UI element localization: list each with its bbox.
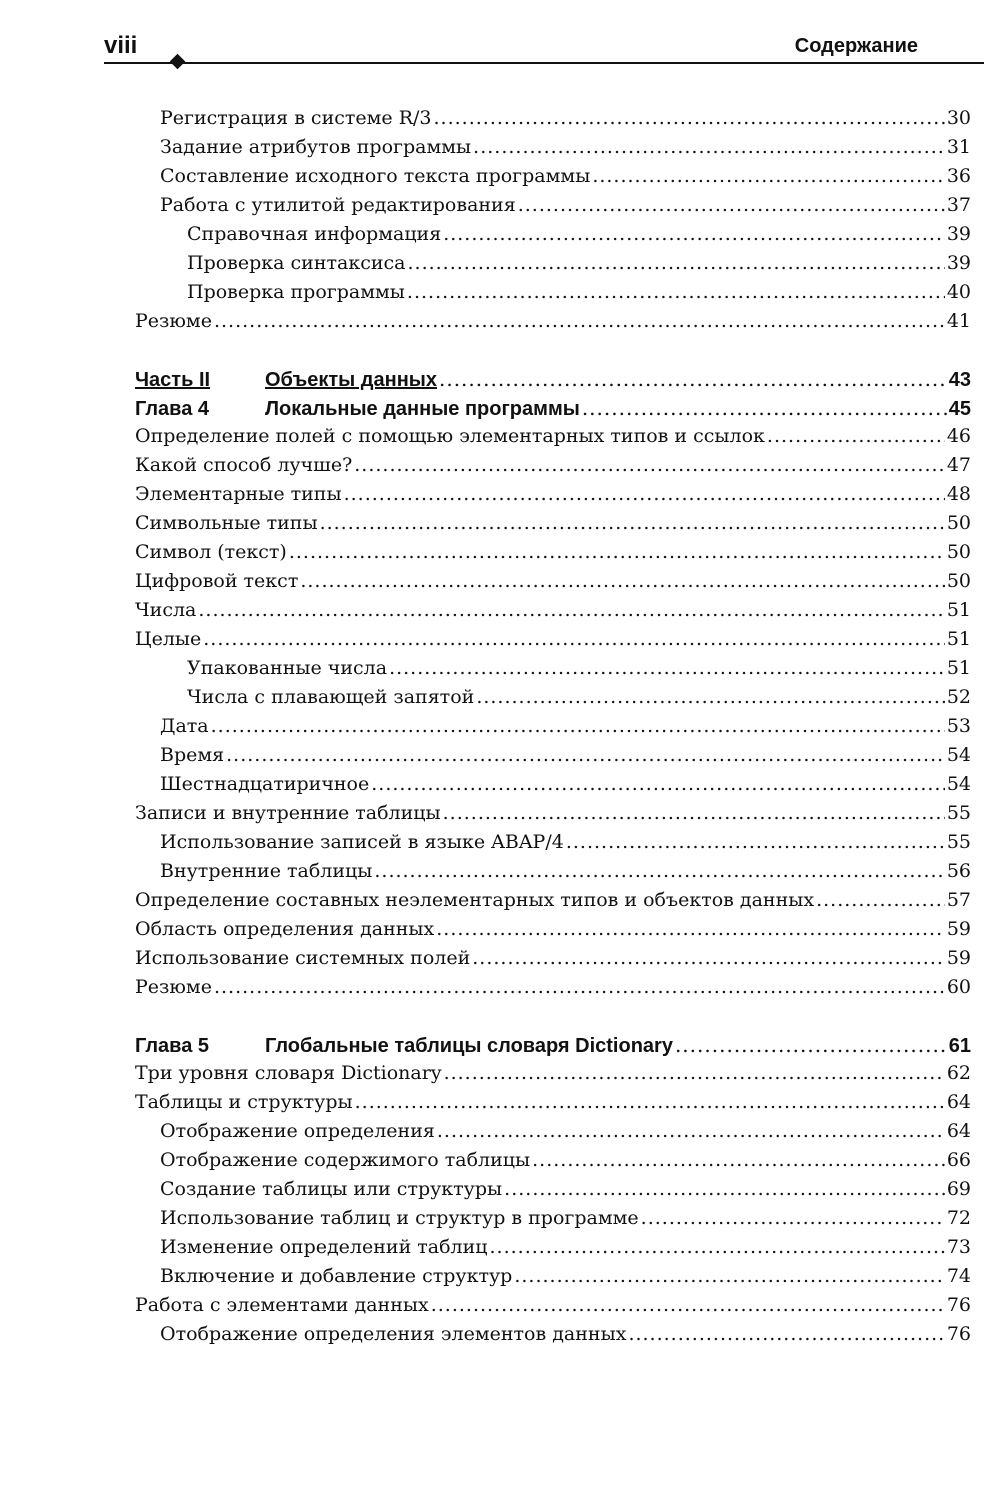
chapter-title: Локальные данные программы (265, 398, 580, 420)
toc-entry[interactable] (135, 1178, 971, 1207)
entry-page-number: 53 (946, 715, 971, 737)
toc-entry[interactable] (135, 310, 971, 339)
entry-title: Включение и добавление структур (160, 1265, 513, 1287)
dot-leader (355, 1091, 945, 1113)
entry-title: Символ (текст) (135, 541, 287, 563)
dot-leader (490, 1236, 945, 1258)
toc-entry[interactable] (135, 570, 971, 599)
entry-page-number: 55 (946, 831, 971, 853)
entry-title: Числа с плавающей запятой (187, 686, 475, 708)
entry-page-number: 51 (946, 599, 971, 621)
entry-title: Область определения данных (135, 918, 435, 940)
dot-leader (472, 947, 945, 969)
dot-leader (211, 715, 945, 737)
dot-leader (300, 570, 944, 592)
entry-page-number: 56 (946, 860, 971, 882)
entry-page-number: 57 (946, 889, 971, 911)
toc-entry[interactable] (135, 976, 971, 1005)
entry-page-number: 54 (946, 773, 971, 795)
section-gap (135, 339, 971, 367)
entry-title: Определение полей с помощью элементарных типов и ссылок (135, 425, 765, 447)
entry-title: Время (160, 744, 225, 766)
part-title: Объекты данных (265, 369, 437, 391)
dot-leader (289, 541, 945, 563)
chapter-heading[interactable] (135, 396, 971, 425)
entry-title: Внутренние таблицы (160, 860, 373, 882)
entry-title: Таблицы и структуры (135, 1091, 353, 1113)
entry-title: Работа с утилитой редактирования (160, 194, 516, 216)
dot-leader (371, 773, 945, 795)
dot-leader (354, 454, 945, 476)
entry-page-number: 51 (946, 657, 971, 679)
toc-entry[interactable] (135, 1323, 971, 1352)
entry-title: Определение составных неэлементарных типов и объектов данных (135, 889, 815, 911)
entry-title: Создание таблицы или структуры (160, 1178, 503, 1200)
dot-leader (767, 425, 945, 447)
dot-leader (504, 1178, 945, 1200)
entry-page-number: 48 (946, 483, 971, 505)
toc-entry[interactable] (135, 1207, 971, 1236)
running-header (104, 30, 980, 70)
toc-entry[interactable] (135, 1149, 971, 1178)
entry-title: Проверка программы (187, 281, 405, 303)
toc-entry[interactable] (135, 744, 971, 773)
dot-leader (518, 194, 945, 216)
chapter-title: Глобальные таблицы словаря Dictionary (265, 1035, 673, 1057)
toc-entry[interactable] (135, 686, 971, 715)
toc-entry[interactable] (135, 947, 971, 976)
entry-title: Отображение содержимого таблицы (160, 1149, 531, 1171)
entry-page-number: 50 (946, 541, 971, 563)
dot-leader (436, 918, 945, 940)
entry-page-number: 47 (946, 454, 971, 476)
dot-leader (443, 802, 945, 824)
toc-entry[interactable] (135, 1236, 971, 1265)
entry-page-number: 30 (946, 107, 971, 129)
entry-title: Элементарные типы (135, 483, 342, 505)
entry-page-number: 60 (946, 976, 971, 998)
entry-page-number: 54 (946, 744, 971, 766)
chapter-label: Глава 5 (135, 1035, 210, 1057)
entry-title: Составление исходного текста программы (160, 165, 591, 187)
toc-entry[interactable] (135, 918, 971, 947)
entry-page-number: 72 (946, 1207, 971, 1229)
dot-leader (344, 483, 945, 505)
toc-entry[interactable] (135, 1062, 971, 1091)
toc-entry[interactable] (135, 599, 971, 628)
entry-page-number: 76 (946, 1323, 971, 1345)
entry-title: Отображение определения элементов данных (160, 1323, 627, 1345)
entry-title: Символьные типы (135, 512, 318, 534)
toc-entry[interactable] (135, 1120, 971, 1149)
entry-page-number: 64 (946, 1120, 971, 1142)
entry-title: Изменение определений таблиц (160, 1236, 488, 1258)
entry-page-number: 74 (946, 1265, 971, 1287)
dot-leader (437, 1120, 945, 1142)
entry-page-number: 39 (946, 223, 971, 245)
dot-leader (389, 657, 945, 679)
entry-page-number: 59 (946, 947, 971, 969)
dot-leader (514, 1265, 944, 1287)
running-title: Содержание (794, 35, 918, 57)
dot-leader (320, 512, 945, 534)
part-heading[interactable] (135, 367, 971, 396)
toc-entry[interactable] (135, 136, 971, 165)
toc-entry[interactable] (135, 107, 971, 136)
toc-entry[interactable] (135, 715, 971, 744)
entry-page-number: 36 (946, 165, 971, 187)
toc-entry[interactable] (135, 252, 971, 281)
chapter-label: Глава 4 (135, 398, 210, 420)
toc-entry[interactable] (135, 831, 971, 860)
entry-title: Числа (135, 599, 197, 621)
toc-entry[interactable] (135, 1265, 971, 1294)
entry-page-number: 43 (948, 369, 971, 391)
dot-leader (816, 889, 945, 911)
toc-entry[interactable] (135, 1294, 971, 1323)
entry-title (135, 398, 580, 421)
entry-page-number: 50 (946, 570, 971, 592)
dot-leader (407, 281, 945, 303)
dot-leader (532, 1149, 945, 1171)
diamond-ornament-icon (170, 54, 186, 70)
toc-entry[interactable] (135, 657, 971, 686)
dot-leader (431, 1294, 945, 1316)
entry-title: Справочная информация (187, 223, 442, 245)
entry-page-number: 37 (946, 194, 971, 216)
entry-page-number: 69 (946, 1178, 971, 1200)
dot-leader (374, 860, 944, 882)
entry-title: Целые (135, 628, 202, 650)
dot-leader (198, 599, 944, 621)
entry-page-number: 61 (948, 1035, 971, 1057)
entry-page-number: 73 (946, 1236, 971, 1258)
entry-page-number: 55 (946, 802, 971, 824)
toc-entry[interactable] (135, 628, 971, 657)
entry-title: Работа с элементами данных (135, 1294, 429, 1316)
toc-entry[interactable] (135, 512, 971, 541)
entry-title: Резюме (135, 976, 212, 998)
dot-leader (628, 1323, 944, 1345)
dot-leader (226, 744, 945, 766)
entry-page-number: 50 (946, 512, 971, 534)
entry-title: Использование таблиц и структур в программе (160, 1207, 639, 1229)
toc-entry[interactable] (135, 281, 971, 310)
entry-title: Отображение определения (160, 1120, 435, 1142)
page-number: viii (104, 32, 138, 59)
dot-leader (473, 136, 945, 158)
entry-title: Упакованные числа (187, 657, 388, 679)
dot-leader (675, 1033, 947, 1058)
entry-page-number: 59 (946, 918, 971, 940)
entry-page-number: 31 (946, 136, 971, 158)
entry-title: Использование системных полей (135, 947, 471, 969)
entry-title: Использование записей в языке ABAP/4 (160, 831, 564, 853)
entry-title: Три уровня словаря Dictionary (135, 1062, 442, 1084)
entry-title: Регистрация в системе R/3 (160, 107, 432, 129)
entry-title: Записи и внутренние таблицы (135, 802, 441, 824)
entry-page-number: 76 (946, 1294, 971, 1316)
header-rule (104, 62, 984, 64)
part-label: Часть II (135, 369, 211, 391)
dot-leader (407, 252, 944, 274)
section-gap (135, 1005, 971, 1033)
toc-entry[interactable] (135, 541, 971, 570)
entry-page-number: 66 (946, 1149, 971, 1171)
dot-leader (444, 1062, 945, 1084)
dot-leader (476, 686, 945, 708)
toc-entry[interactable] (135, 165, 971, 194)
toc-entry[interactable] (135, 425, 971, 454)
chapter-heading[interactable] (135, 1033, 971, 1062)
entry-page-number: 41 (946, 310, 971, 332)
toc-entry[interactable] (135, 773, 971, 802)
entry-page-number: 51 (946, 628, 971, 650)
entry-page-number: 64 (946, 1091, 971, 1113)
toc-entry[interactable] (135, 194, 971, 223)
dot-leader (439, 367, 947, 392)
toc-entry[interactable] (135, 223, 971, 252)
dot-leader (582, 396, 947, 421)
toc-entry[interactable] (135, 483, 971, 512)
dot-leader (641, 1207, 945, 1229)
entry-title: Какой способ лучше? (135, 454, 353, 476)
entry-page-number: 40 (946, 281, 971, 303)
entry-title: Проверка синтаксиса (187, 252, 406, 274)
entry-title: Задание атрибутов программы (160, 136, 472, 158)
dot-leader (566, 831, 945, 853)
entry-title (135, 1035, 673, 1058)
dot-leader (214, 976, 945, 998)
dot-leader (434, 107, 945, 129)
entry-page-number: 39 (946, 252, 971, 274)
dot-leader (203, 628, 945, 650)
entry-page-number: 46 (946, 425, 971, 447)
entry-title: Шестнадцатиричное (160, 773, 370, 795)
dot-leader (214, 310, 945, 332)
dot-leader (443, 223, 945, 245)
entry-page-number: 52 (946, 686, 971, 708)
entry-title: Дата (160, 715, 209, 737)
toc-entry[interactable] (135, 1091, 971, 1120)
toc-entry[interactable] (135, 860, 971, 889)
dot-leader (592, 165, 945, 187)
entry-page-number: 45 (948, 398, 971, 420)
entry-title: Цифровой текст (135, 570, 299, 592)
entry-page-number: 62 (946, 1062, 971, 1084)
entry-title: Резюме (135, 310, 212, 332)
toc-entry[interactable] (135, 454, 971, 483)
toc-entry[interactable] (135, 889, 971, 918)
entry-title (135, 369, 437, 392)
toc-entry[interactable] (135, 802, 971, 831)
table-of-contents (135, 107, 971, 1352)
